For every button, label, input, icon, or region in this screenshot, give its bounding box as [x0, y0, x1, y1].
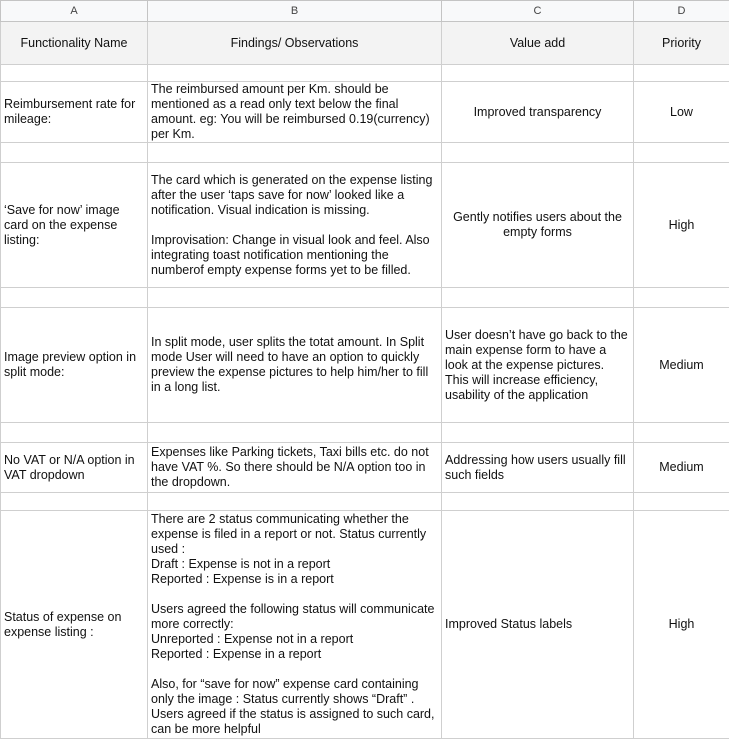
functionality-cell[interactable]: ‘Save for now’ image card on the expense listing:	[1, 163, 148, 288]
empty-cell[interactable]	[1, 143, 148, 163]
empty-row	[1, 423, 729, 443]
value-add-cell[interactable]: Improved Status labels	[442, 511, 634, 739]
column-letter-c[interactable]: C	[442, 1, 634, 22]
findings-text: The card which is generated on the expense listing after the user ‘taps save for now’ looked like a notification. Visual indication is missing. Improvisation: Change in visual look and feel. Also integrating toast notification mentioning the numberof empty expense forms yet to be filled.	[151, 173, 438, 278]
header-priority[interactable]: Priority	[634, 22, 729, 65]
column-letter-b[interactable]: B	[148, 1, 442, 22]
empty-cell[interactable]	[442, 493, 634, 511]
empty-cell[interactable]	[634, 65, 729, 82]
empty-row	[1, 143, 729, 163]
findings-text: In split mode, user splits the totat amount. In Split mode User will need to have an option to quickly preview the expense pictures to help him/her to fill in a long list.	[151, 335, 438, 395]
header-functionality[interactable]: Functionality Name	[1, 22, 148, 65]
empty-cell[interactable]	[148, 143, 442, 163]
findings-text: There are 2 status communicating whether the expense is filed in a report or not. Status currently used : Draft : Expense is not in a report Reported : Expense is in a report Users agreed the following status will communicate more correctly: Unreported : Expense not in a report Reported : Expense in a report Also, for “save for now” expense card containing only the image : Status currently shows “Draft” . Users agreed if the status is assigned to such card, can be more helpful	[151, 512, 438, 737]
column-letter-d[interactable]: D	[634, 1, 729, 22]
table-row	[1, 511, 729, 739]
empty-row	[1, 288, 729, 308]
empty-row	[1, 493, 729, 511]
empty-cell[interactable]	[442, 288, 634, 308]
table-row	[1, 443, 729, 493]
findings-text: The reimbursed amount per Km. should be mentioned as a read only text below the final amount. eg: You will be reimbursed 0.19(currency) per Km.	[151, 82, 438, 142]
findings-text: Expenses like Parking tickets, Taxi bills etc. do not have VAT %. So there should be N/A option too in the dropdown.	[151, 445, 438, 490]
functionality-cell[interactable]: Image preview option in split mode:	[1, 308, 148, 423]
priority-cell[interactable]: Low	[634, 82, 729, 143]
functionality-cell[interactable]: No VAT or N/A option in VAT dropdown	[1, 443, 148, 493]
empty-cell[interactable]	[1, 65, 148, 82]
priority-cell[interactable]: High	[634, 163, 729, 288]
column-letter-a[interactable]: A	[1, 1, 148, 22]
empty-cell[interactable]	[442, 65, 634, 82]
empty-cell[interactable]	[148, 288, 442, 308]
findings-cell[interactable]	[148, 443, 442, 493]
column-header-row	[1, 1, 729, 22]
empty-row	[1, 65, 729, 82]
empty-cell[interactable]	[442, 143, 634, 163]
empty-cell[interactable]	[1, 493, 148, 511]
empty-cell[interactable]	[1, 288, 148, 308]
empty-cell[interactable]	[634, 493, 729, 511]
empty-cell[interactable]	[634, 423, 729, 443]
table-row	[1, 163, 729, 288]
value-add-cell[interactable]: Improved transparency	[442, 82, 634, 143]
findings-cell[interactable]	[148, 308, 442, 423]
table-row	[1, 308, 729, 423]
empty-cell[interactable]	[1, 423, 148, 443]
functionality-cell[interactable]: Reimbursement rate for mileage:	[1, 82, 148, 143]
table-row	[1, 82, 729, 143]
empty-cell[interactable]	[148, 493, 442, 511]
value-add-cell[interactable]: Addressing how users usually fill such fields	[442, 443, 634, 493]
empty-cell[interactable]	[442, 423, 634, 443]
priority-cell[interactable]: Medium	[634, 443, 729, 493]
empty-cell[interactable]	[634, 143, 729, 163]
header-value-add[interactable]: Value add	[442, 22, 634, 65]
header-findings[interactable]: Findings/ Observations	[148, 22, 442, 65]
value-add-cell[interactable]: User doesn’t have go back to the main expense form to have a look at the expense pictures. This will increase efficiency, usability of the application	[442, 308, 634, 423]
empty-cell[interactable]	[148, 65, 442, 82]
findings-cell[interactable]	[148, 163, 442, 288]
value-add-cell[interactable]: Gently notifies users about the empty forms	[442, 163, 634, 288]
functionality-cell[interactable]: Status of expense on expense listing :	[1, 511, 148, 739]
header-row	[1, 22, 729, 65]
empty-cell[interactable]	[148, 423, 442, 443]
findings-cell[interactable]	[148, 82, 442, 143]
priority-cell[interactable]: High	[634, 511, 729, 739]
empty-cell[interactable]	[634, 288, 729, 308]
findings-cell[interactable]	[148, 511, 442, 739]
priority-cell[interactable]: Medium	[634, 308, 729, 423]
